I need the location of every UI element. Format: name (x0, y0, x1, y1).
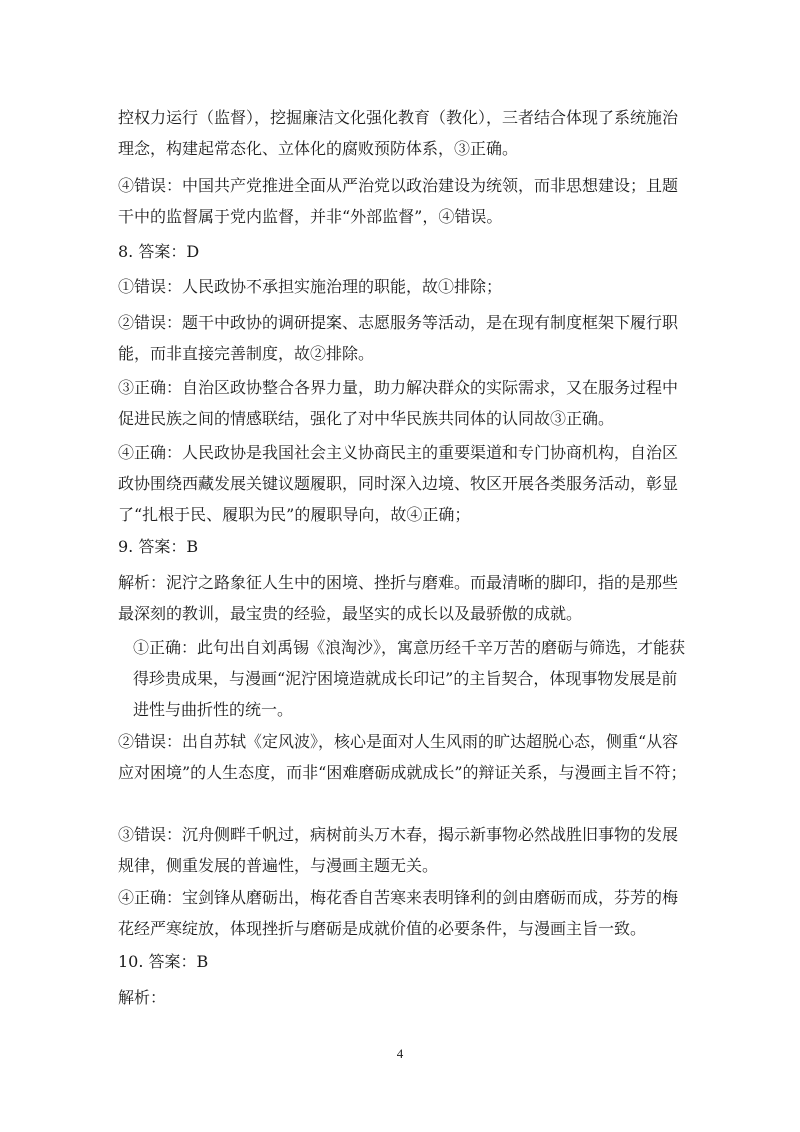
paragraph-q8-option-3: ③正确：自治区政协整合各界力量，助力解决群众的实际需求，又在服务过程中促进民族之间的情感联结，强化了对中华民族共同体的认同故③正确。 (118, 378, 679, 428)
page-number: 4 (396, 1046, 404, 1061)
paragraph-q9-option-2: ②错误：出自苏轼《定风波》，核心是面对人生风雨的旷达超脱心态，侧重“从容应对困境”的人生态度，而非“困难磨砺成就成长”的辩证关系，与漫画主旨不符； (118, 732, 687, 782)
answer-heading-8: 8. 答案：D (118, 242, 200, 261)
answer-heading-9: 9. 答案：B (118, 537, 199, 556)
paragraph-q9-analysis: 解析：泥泞之路象征人生中的困境、挫折与磨难。而最清晰的脚印，指的是那些最深刻的教训，最宝贵的经验，最坚实的成长以及最骄傲的成就。 (118, 573, 679, 623)
paragraph-policy-continuation: 控权力运行（监督），挖掘廉洁文化强化教育（教化），三者结合体现了系统施治理念，构建起常态化、立体化的腐败预防体系，③正确。 (118, 108, 679, 158)
paragraph-option-4-error: ④错误：中国共产党推进全面从严治党以政治建设为统领，而非思想建设；且题干中的监督属于党内监督，并非“外部监督”，④错误。 (118, 176, 679, 226)
paragraph-q8-option-2: ②错误：题干中政协的调研提案、志愿服务等活动，是在现有制度框架下履行职能，而非直接完善制度，故②排除。 (118, 313, 679, 363)
paragraph-q9-option-3: ③错误：沉舟侧畔千帆过，病树前头万木春，揭示新事物必然战胜旧事物的发展规律，侧重发展的普遍性，与漫画主题无关。 (118, 825, 679, 875)
paragraph-q8-option-4: ④正确：人民政协是我国社会主义协商民主的重要渠道和专门协商机构，自治区政协围绕西藏发展关键议题履职，同时深入边境、牧区开展各类服务活动，彰显了“扎根于民、履职为民”的履职导向，故④正确； (118, 443, 679, 524)
paragraph-q10-analysis: 解析： (118, 988, 167, 1007)
answer-heading-10: 10. 答案：B (118, 952, 209, 971)
paragraph-q8-option-1: ①错误：人民政协不承担实施治理的职能，故①排除； (118, 277, 503, 296)
paragraph-q9-option-1: ①正确：此句出自刘禹锡《浪淘沙》，寓意历经千辛万苦的磨砺与筛选，才能获得珍贵成果，与漫画“泥泞困境造就成长印记”的主旨契合，体现事物发展是前进性与曲折性的统一。 (133, 638, 686, 719)
paragraph-q9-option-4: ④正确：宝剑锋从磨砺出，梅花香自苦寒来表明锋利的剑由磨砺而成，芬芳的梅花经严寒绽放，体现挫折与磨砺是成就价值的必要条件，与漫画主旨一致。 (118, 888, 679, 938)
